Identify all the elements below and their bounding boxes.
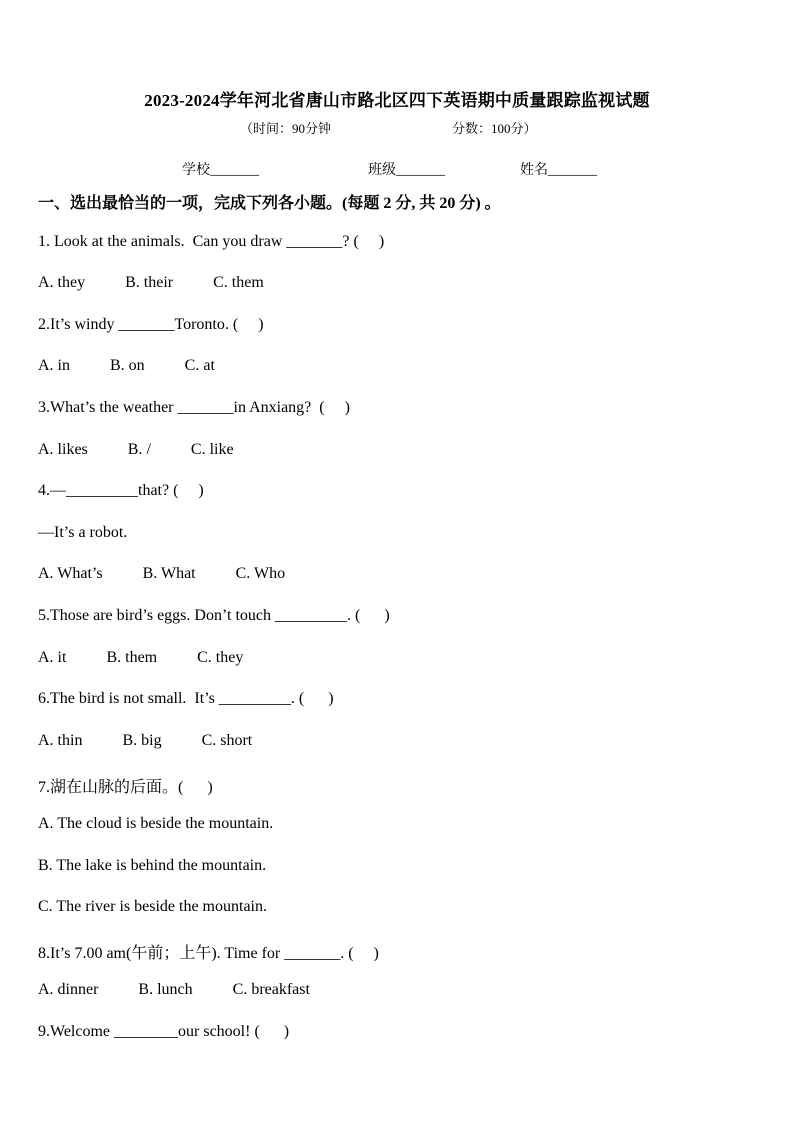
question-7-option-c: C. The river is beside the mountain.	[38, 898, 267, 915]
question-1-options: A. they B. their C. them	[38, 274, 264, 291]
question-5-options: A. it B. them C. they	[38, 649, 244, 666]
school-field: 学校_______	[182, 163, 259, 178]
question-5: 5.Those are bird’s eggs. Don’t touch _________. ( )	[38, 607, 390, 624]
question-4-options: A. What’s B. What C. Who	[38, 565, 286, 582]
class-field: 班级_______	[368, 163, 445, 178]
question-7-option-a: A. The cloud is beside the mountain.	[38, 815, 274, 832]
question-3: 3.What’s the weather _______in Anxiang? ( )	[38, 399, 350, 416]
name-field: 姓名_______	[520, 163, 597, 178]
question-4: 4.—_________that? ( )	[38, 482, 204, 499]
question-6: 6.The bird is not small. It’s _________. ( )	[38, 690, 334, 707]
question-1: 1. Look at the animals. Can you draw _______? ( )	[38, 233, 385, 250]
question-7-option-b: B. The lake is behind the mountain.	[38, 857, 267, 874]
question-8: 8.It’s 7.00 am(午前；上午). Time for _______. ( )	[38, 945, 379, 962]
exam-time: （时间：90分钟	[240, 121, 332, 136]
exam-title: 2023-2024学年河北省唐山市路北区四下英语期中质量跟踪监视试题	[144, 91, 650, 110]
question-7: 7.湖在山脉的后面。( )	[38, 779, 213, 796]
question-4-answer: —It’s a robot.	[38, 524, 128, 541]
question-9: 9.Welcome ________our school! ( )	[38, 1023, 290, 1040]
question-2-options: A. in B. on C. at	[38, 357, 215, 374]
question-6-options: A. thin B. big C. short	[38, 732, 253, 749]
exam-score: 分数：100分）	[452, 121, 537, 136]
question-3-options: A. likes B. / C. like	[38, 441, 234, 458]
question-2: 2.It’s windy _______Toronto. ( )	[38, 316, 264, 333]
question-8-options: A. dinner B. lunch C. breakfast	[38, 981, 310, 998]
section-heading: 一、选出最恰当的一项，完成下列各小题。(每题 2 分, 共 20 分) 。	[38, 195, 501, 212]
